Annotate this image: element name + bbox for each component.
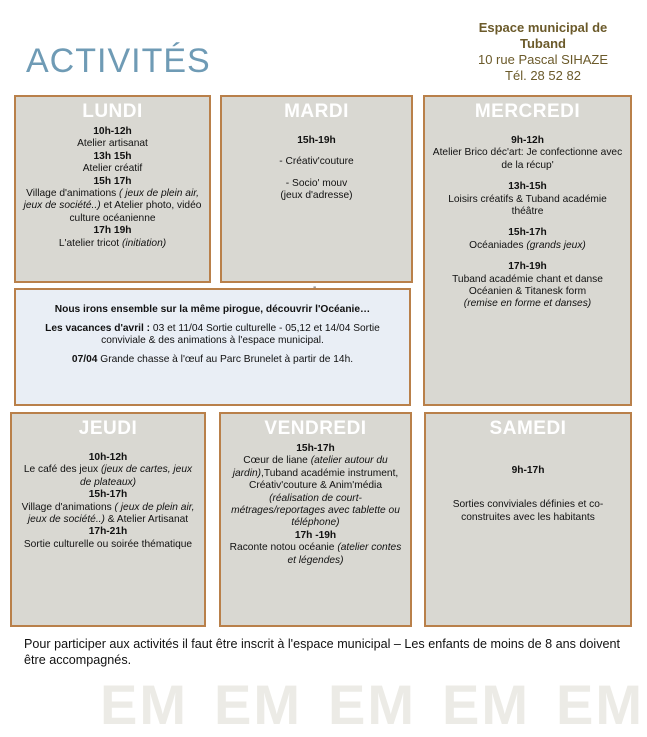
time-slot: 17h 19h (93, 225, 132, 237)
watermark-logo: EM (214, 673, 302, 736)
info-headline: Nous irons ensemble sur la même pirogue, découvrir l'Océanie… (54, 304, 371, 315)
day-box-vendredi (219, 412, 412, 627)
activity: Tuband académie chant et danse Océanien & Titanesk form (452, 273, 603, 298)
activity: Atelier créatif (82, 163, 143, 175)
day-box-mercredi (423, 95, 632, 406)
activity: Atelier Brico déc'art: Je confectionne avec de la récup' (432, 147, 623, 171)
time-slot: 9h-12h (511, 135, 544, 146)
watermark-logo: EM (442, 673, 530, 736)
info-box (14, 288, 411, 406)
org-name: Espace municipal de Tuband (478, 20, 608, 51)
time-slot: 17h -19h (294, 529, 337, 541)
day-heading: SAMEDI (489, 418, 567, 439)
activity: Sortie culturelle ou soirée thématique (23, 538, 193, 550)
day-heading: VENDREDI (264, 418, 367, 439)
time-slot: 9h-17h (511, 465, 545, 476)
org-address: 10 rue Pascal SIHAZE (477, 52, 609, 67)
time-slot: 15h-17h (88, 489, 128, 501)
activity: Village d'animations ( jeux de plein air, jeux de société..) et Atelier photo, vidéo culture océanienne (23, 188, 202, 224)
day-box-mardi (220, 95, 413, 283)
info-event: 07/04 Grande chasse à l'œuf au Parc Brunelet à partir de 14h. (71, 353, 354, 365)
day-box-jeudi (10, 412, 206, 627)
time-slot: 13h-15h (508, 181, 547, 193)
time-slot: 15h-17h (508, 227, 547, 239)
activity: Raconte notou océanie (atelier contes et légendes) (229, 542, 402, 566)
activity: - Socio' mouv (285, 177, 348, 189)
footer-note: Pour participer aux activités il faut être inscrit à l'espace municipal – Les enfants de moins de 8 ans doivent être accompagnés. (24, 637, 621, 667)
day-box-lundi (14, 95, 211, 283)
time-slot: 10h-12h (88, 452, 128, 463)
activity: Sorties conviviales définies et co-construites avec les habitants (452, 499, 604, 523)
day-heading: LUNDI (82, 101, 143, 122)
activity-note: (remise en forme et danses) (463, 298, 592, 310)
activity: L'atelier tricot (initiation) (58, 237, 167, 249)
activity: Le café des jeux (jeux de cartes, jeux de plateaux) (23, 464, 193, 488)
activity: - Créativ'couture (279, 156, 354, 168)
time-slot: 15h-19h (297, 135, 336, 146)
watermark-logo: EM (328, 673, 416, 736)
activity: (jeux d'adresse) (280, 190, 353, 202)
org-info (458, 20, 628, 84)
time-slot: 17h-21h (88, 526, 128, 538)
time-slot: 15h-17h (296, 443, 335, 454)
day-box-samedi (424, 412, 632, 627)
day-heading: MERCREDI (474, 101, 581, 122)
day-heading: MARDI (284, 101, 349, 122)
time-slot: 15h 17h (93, 175, 132, 187)
watermark-logo: EM (100, 673, 188, 736)
org-phone: Tél. 28 52 82 (505, 68, 581, 83)
time-slot: 13h 15h (93, 150, 132, 162)
activity: Cœur de liane (atelier autour du jardin),Tuband académie instrument, Créativ'couture & Anim'média (réalisation de court-métrages/reportages avec tablette ou téléphone) (231, 455, 400, 529)
watermark-logo: EM (556, 673, 644, 736)
page-title: ACTIVITÉS (26, 42, 211, 80)
time-slot: 17h-19h (508, 261, 547, 273)
time-slot: 10h-12h (93, 126, 132, 137)
info-vacances: Les vacances d'avril : 03 et 11/04 Sortie culturelle - 05,12 et 14/04 Sortie conviviale & des animations à l'espace municipal. (45, 322, 380, 347)
day-heading: JEUDI (78, 418, 138, 439)
activity: Loisirs créatifs & Tuband académie théâtre (448, 193, 607, 218)
activity: Village d'animations ( jeux de plein air, jeux de société..) & Atelier Artisanat (21, 501, 195, 526)
activity: Océaniades (grands jeux) (469, 239, 586, 251)
activity: Atelier artisanat (77, 138, 148, 150)
